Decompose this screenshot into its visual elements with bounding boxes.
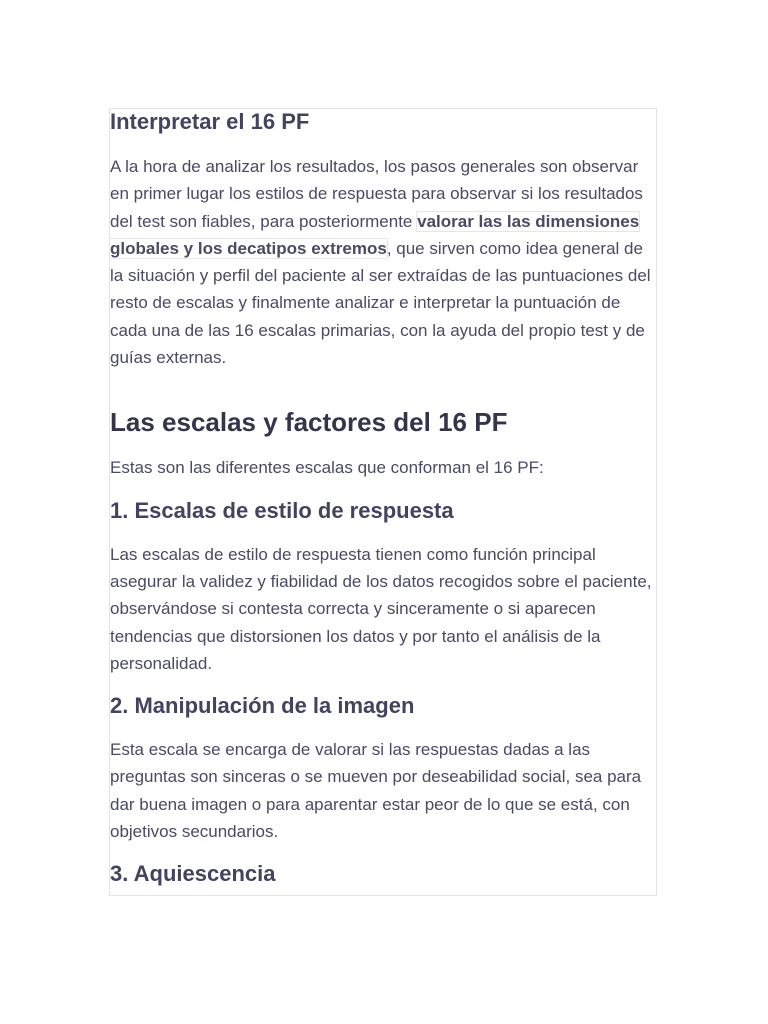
bold-link-dimensiones[interactable]: valorar las las dimensiones globales y los decatipos extremos	[110, 211, 640, 258]
paragraph-text: , que sirven como idea general de la situación y perfil del paciente al ser extraídas de las puntuaciones del resto de escalas y finalmente analizar e interpretar la puntuación de cada una de las 16 escalas primarias, con la ayuda del propio test y de guías externas.	[110, 238, 651, 368]
section-heading-escalas: Las escalas y factores del 16 PF	[110, 407, 508, 438]
subsection-heading-3: 3. Aquiescencia	[110, 861, 276, 887]
paragraph-interpretar	[110, 153, 656, 371]
paragraph-subsection-2: Esta escala se encarga de valorar si las respuestas dadas a las preguntas son sinceras o se mueven por deseabilidad social, sea para dar buena imagen o para aparentar estar peor de lo que se está, con objetivos secundarios.	[110, 740, 642, 842]
paragraph-subsection-1: Las escalas de estilo de respuesta tienen como función principal asegurar la validez y fiabilidad de los datos recogidos sobre el paciente, observándose si contesta correcta y sinceramente o si aparecen tendencias que distorsionen los datos y por tanto el análisis de la personalidad.	[110, 544, 652, 673]
section-heading-interpretar: Interpretar el 16 PF	[110, 109, 310, 134]
paragraph-intro: Estas son las diferentes escalas que conforman el 16 PF:	[110, 458, 544, 478]
subsection-heading-2: 2. Manipulación de la imagen	[110, 693, 415, 719]
subsection-heading-1: 1. Escalas de estilo de respuesta	[110, 497, 454, 523]
article-content	[109, 108, 657, 896]
paragraph-text: A la hora de analizar los resultados, los pasos generales son observar en primer lugar los estilos de respuesta para observar si los resultados del test son fiables, para posteriormente	[110, 157, 643, 231]
